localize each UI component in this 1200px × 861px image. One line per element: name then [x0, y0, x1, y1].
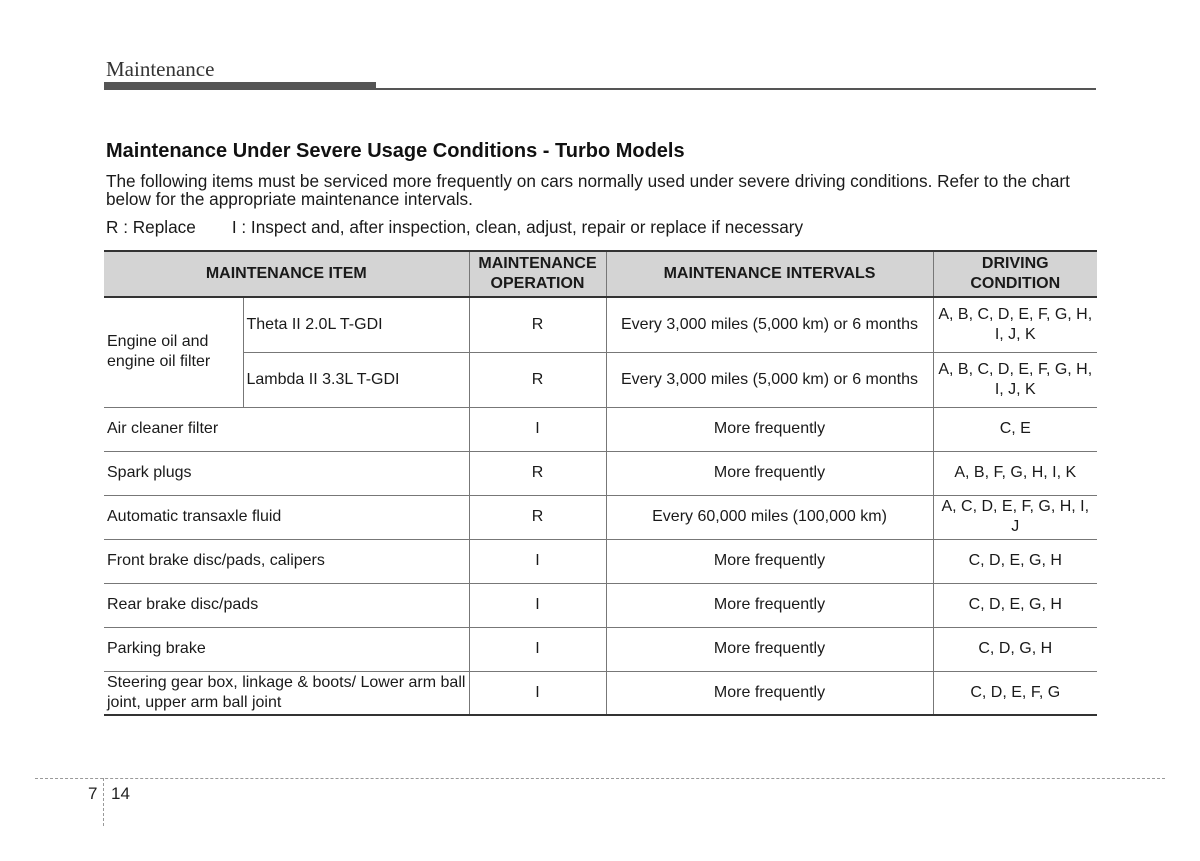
operation-cell: R	[469, 297, 606, 352]
table-row	[104, 539, 1097, 583]
operation-cell: I	[469, 407, 606, 451]
model-cell: Theta II 2.0L T-GDI	[243, 297, 469, 352]
header-maintenance-intervals: MAINTENANCE INTERVALS	[606, 251, 933, 297]
interval-cell: More frequently	[606, 539, 933, 583]
table-row	[104, 451, 1097, 495]
footer-divider	[103, 778, 104, 826]
condition-cell: A, C, D, E, F, G, H, I, J	[933, 495, 1097, 539]
condition-cell: C, D, G, H	[933, 627, 1097, 671]
table-row	[104, 495, 1097, 539]
operation-cell: I	[469, 627, 606, 671]
operation-cell: I	[469, 539, 606, 583]
section-title: Maintenance Under Severe Usage Conditions - Turbo Models	[106, 140, 685, 162]
interval-cell: More frequently	[606, 451, 933, 495]
table-row	[104, 297, 1097, 352]
interval-cell: Every 3,000 miles (5,000 km) or 6 months	[606, 352, 933, 407]
condition-cell: C, D, E, G, H	[933, 583, 1097, 627]
table-row	[104, 352, 1097, 407]
header-maintenance-operation: MAINTENANCE OPERATION	[469, 251, 606, 297]
condition-cell: C, E	[933, 407, 1097, 451]
header-rule	[104, 88, 1096, 90]
operation-cell: R	[469, 495, 606, 539]
condition-cell: A, B, F, G, H, I, K	[933, 451, 1097, 495]
header-driving-condition: DRIVING CONDITION	[933, 251, 1097, 297]
item-cell: Parking brake	[104, 627, 469, 671]
chapter-number: 7	[88, 784, 98, 803]
running-header: Maintenance	[106, 57, 215, 81]
table-header-row	[104, 251, 1097, 297]
legend-replace: R : Replace	[106, 217, 196, 237]
intro-paragraph: The following items must be serviced more frequently on cars normally used under severe driving conditions. Refer to the chart below for the appropriate maintenance intervals.	[106, 171, 1070, 209]
interval-cell: More frequently	[606, 407, 933, 451]
item-cell: Steering gear box, linkage & boots/ Lower arm ball joint, upper arm ball joint	[104, 671, 469, 715]
table-row	[104, 583, 1097, 627]
condition-cell: C, D, E, F, G	[933, 671, 1097, 715]
interval-cell: Every 3,000 miles (5,000 km) or 6 months	[606, 297, 933, 352]
footer-rule	[35, 778, 1165, 779]
legend-inspect: I : Inspect and, after inspection, clean, adjust, repair or replace if necessary	[231, 217, 804, 237]
condition-cell: A, B, C, D, E, F, G, H, I, J, K	[933, 352, 1097, 407]
condition-cell: A, B, C, D, E, F, G, H, I, J, K	[933, 297, 1097, 352]
item-cell: Automatic transaxle fluid	[104, 495, 469, 539]
operation-cell: I	[469, 671, 606, 715]
condition-cell: C, D, E, G, H	[933, 539, 1097, 583]
item-cell: Air cleaner filter	[104, 407, 469, 451]
interval-cell: More frequently	[606, 583, 933, 627]
item-cell: Spark plugs	[104, 451, 469, 495]
legend	[106, 217, 839, 238]
operation-cell: I	[469, 583, 606, 627]
item-cell: Rear brake disc/pads	[104, 583, 469, 627]
table-row	[104, 407, 1097, 451]
interval-cell: More frequently	[606, 671, 933, 715]
item-cell: Engine oil and engine oil filter	[104, 297, 243, 407]
maintenance-table	[104, 250, 1097, 716]
interval-cell: More frequently	[606, 627, 933, 671]
table-row	[104, 671, 1097, 715]
interval-cell: Every 60,000 miles (100,000 km)	[606, 495, 933, 539]
header-maintenance-item: MAINTENANCE ITEM	[104, 251, 469, 297]
page-number: 14	[111, 784, 130, 803]
table-row	[104, 627, 1097, 671]
model-cell: Lambda II 3.3L T-GDI	[243, 352, 469, 407]
item-cell: Front brake disc/pads, calipers	[104, 539, 469, 583]
operation-cell: R	[469, 352, 606, 407]
operation-cell: R	[469, 451, 606, 495]
